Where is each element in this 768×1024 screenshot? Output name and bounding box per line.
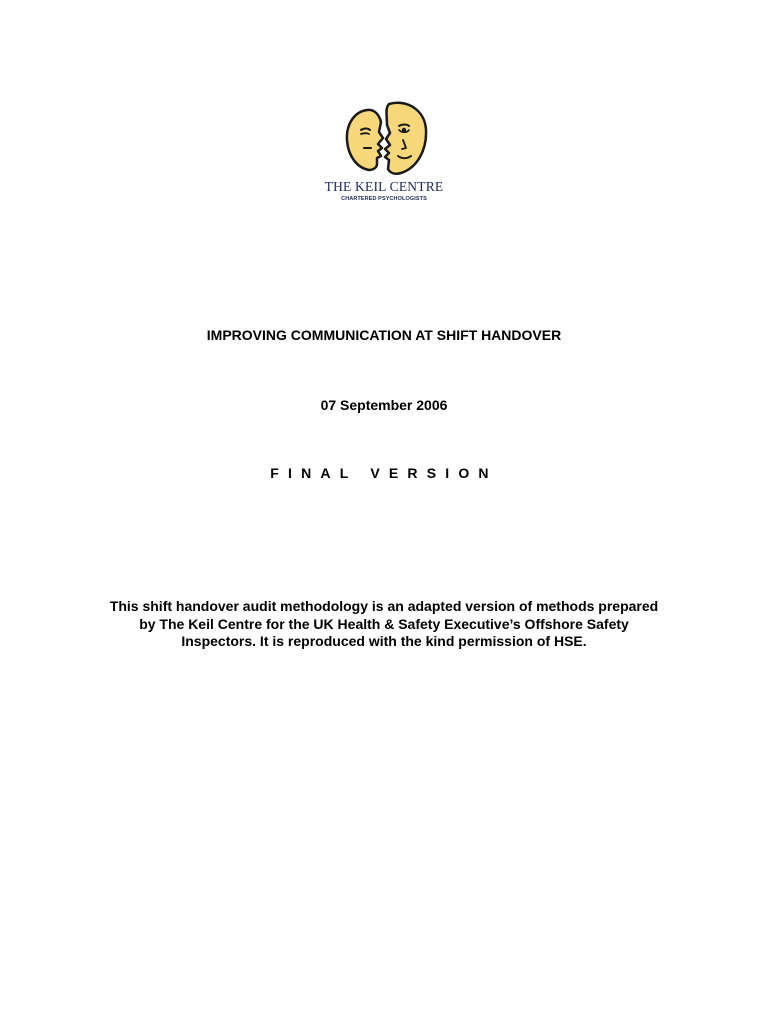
document-date: 07 September 2006: [320, 397, 448, 413]
logo-organisation-name: THE KEIL CENTRE: [324, 179, 444, 194]
keil-centre-logo: [309, 100, 459, 210]
document-title: IMPROVING COMMUNICATION AT SHIFT HANDOVER: [206, 327, 562, 343]
permission-statement: This shift handover audit methodology is an adapted version of methods prepared by The Keil Centre for the UK Health & Safety Executive’s Offshore Safety Inspectors. It is reproduced with the kind permission of HSE.: [109, 598, 659, 649]
two-faces-icon: [345, 100, 429, 176]
logo-tagline: CHARTERED PSYCHOLOGISTS: [341, 196, 427, 202]
document-version: FINAL VERSION: [270, 465, 498, 481]
